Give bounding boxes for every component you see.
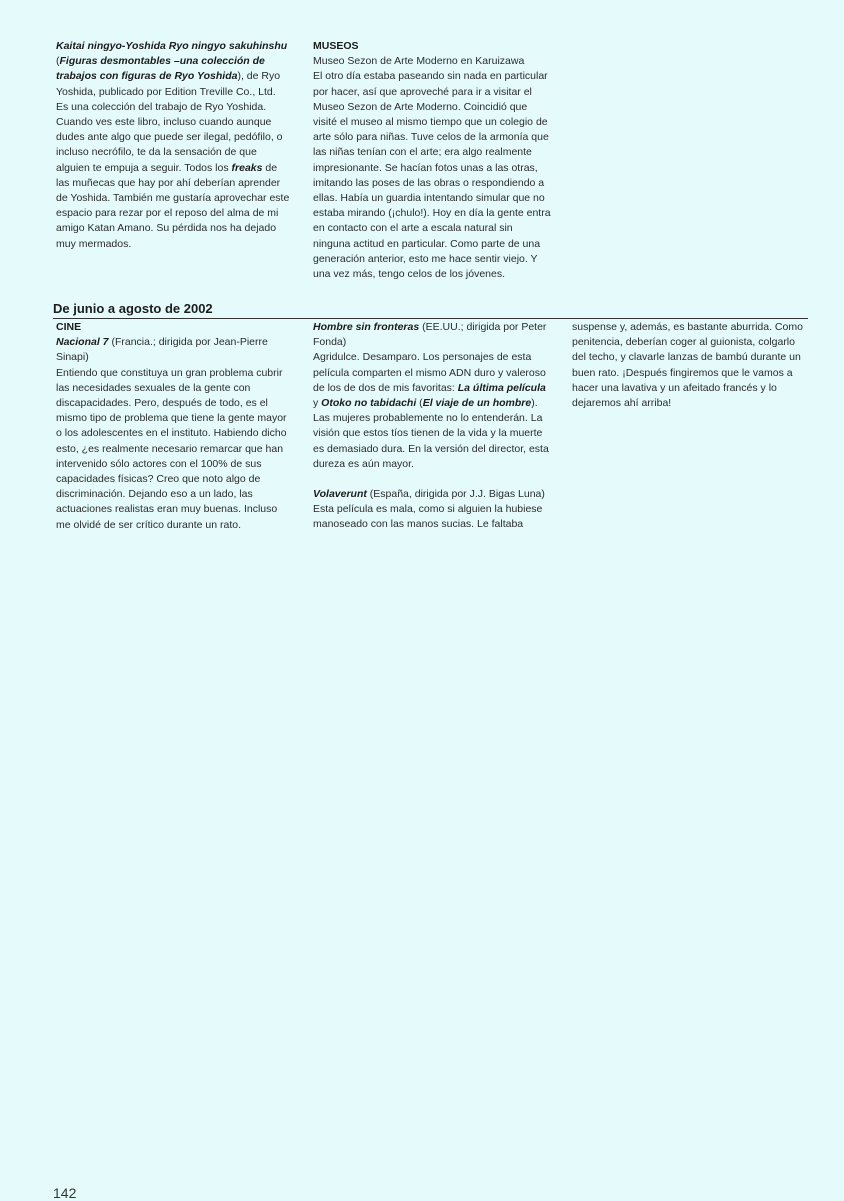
- film-title: Volaverunt: [313, 488, 367, 501]
- page-number: 142: [53, 1185, 77, 1201]
- favorite-film-2: Otoko no tabidachi: [321, 397, 417, 410]
- freaks-word: freaks: [231, 161, 263, 174]
- film-title: Nacional 7: [56, 336, 109, 349]
- conjunction: y: [313, 397, 322, 410]
- book-review: [56, 39, 292, 100]
- museums-heading: MUSEOS: [313, 40, 359, 52]
- cinema-column-3: [572, 320, 810, 411]
- film-body-part1: Agridulce. Desamparo. Los personajes de esta película comparten el mismo ADN duro y valeroso de los de dos de mis favoritas:: [313, 351, 546, 394]
- book-body-part1: Es una colección del trabajo de Ryo Yoshida. Cuando ves este libro, incluso cuando aunque dudes ante algo que puede ser ilegal, pedófilo, o incluso necrófilo, te da la sensación de que alguien te empuja a seguir. Todos los: [56, 100, 283, 174]
- film-review-body: Esta película es mala, como si alguien la hubiese manoseado con las manos sucias. Le faltaba: [313, 503, 543, 531]
- film-review-continuation: suspense y, además, es bastante aburrida. Como penitencia, deberían coger al guionista, colgarlo del techo, y clavarle lanzas de bambú durante un buen rato. ¡Después fingiremos que le vamos a hacer una lavativa y un afeitado francés y lo dejaremos ahí arriba!: [572, 321, 803, 410]
- open-paren: (: [416, 397, 423, 410]
- section-title: De junio a agosto de 2002: [53, 301, 213, 316]
- favorite-film-2-translation: El viaje de un hombre: [422, 397, 532, 410]
- film-hombre-sin-fronteras: [313, 320, 551, 350]
- film-body-part2: ). Las mujeres probablemente no lo entenderán. La visión que estos tíos tienen de la vida y la muerte es demasiado dura. En la versión del director, esta dureza es aún mayor.: [313, 397, 549, 470]
- book-body-part2: de las muñecas que hay por ahí deberían aprender de Yoshida. También me gustaría aprovechar este espacio para rezar por el reposo del alma de mi amigo Katan Amano. Su pérdida nos ha dejado muy mermados.: [56, 161, 290, 250]
- film-info: (EE.UU.; dirigida por Peter Fonda): [313, 321, 547, 349]
- paragraph-gap: [313, 472, 551, 487]
- film-info: (Francia.; dirigida por Jean-Pierre Sinapi): [56, 336, 268, 364]
- film-volaverunt: [313, 487, 551, 502]
- open-paren: (: [56, 55, 60, 68]
- book-publisher: ), de Ryo Yoshida, publicado por Edition Treville Co., Ltd.: [56, 70, 281, 98]
- cinema-column: [56, 320, 292, 533]
- film-review-body: [313, 350, 551, 472]
- book-review-body: [56, 100, 292, 252]
- cinema-heading: CINE: [56, 321, 82, 333]
- section-divider: [53, 318, 808, 319]
- favorite-film-1: La última película: [457, 381, 546, 394]
- book-title: Kaitai ningyo-Yoshida Ryo ningyo sakuhinshu: [56, 40, 288, 52]
- cinema-column-2: [313, 320, 551, 533]
- museum-body: El otro día estaba paseando sin nada en particular por hacer, así que aproveché para ir a visitar el Museo Sezon de Arte Moderno. Coincidió que visité el museo al mismo tiempo que un colegio de arte sólo para niñas. Tuve celos de la armonía que las niñas tenían con el arte; era algo realmente impresionante. Se hacían fotos unas a las otras, imitando las poses de las obras o respondiendo a ellas. Había un guardia intentando simular que no estaba mirando (¡chulo!). Hoy en día la gente entra en contacto con el arte a escala natural sin ninguna actitud en particular. Como parte de una generación anterior, esto me hace sentir viejo. Y una vez más, tengo celos de los jóvenes.: [313, 70, 551, 281]
- film-info: (España, dirigida por J.J. Bigas Luna): [366, 488, 545, 501]
- book-review-column: [56, 39, 292, 252]
- book-title-translation: Figuras desmontables –una colección de trabajos con figuras de Ryo Yoshida: [56, 55, 265, 83]
- film-nacional7: [56, 335, 292, 365]
- film-review-body: Entiendo que constituya un gran problema cubrir las necesidades sexuales de la gente con discapacidades. Pero, después de todo, es el mismo tipo de problema que tiene la gente mayor o los adolescentes en el instituto. Habiendo dicho esto, ¿es realmente necesario remarcar que han intervenido sólo actores con el 100% de sus capacidades físicas? Creo que noto algo de discriminación. Dejando eso a un lado, las actuaciones realistas eran muy buenas. Incluso me olvidé de ser crítico durante un rato.: [56, 366, 287, 531]
- film-title: Hombre sin fronteras: [313, 321, 420, 333]
- museum-subtitle: Museo Sezon de Arte Moderno en Karuizawa: [313, 55, 525, 68]
- museums-column: [313, 39, 551, 282]
